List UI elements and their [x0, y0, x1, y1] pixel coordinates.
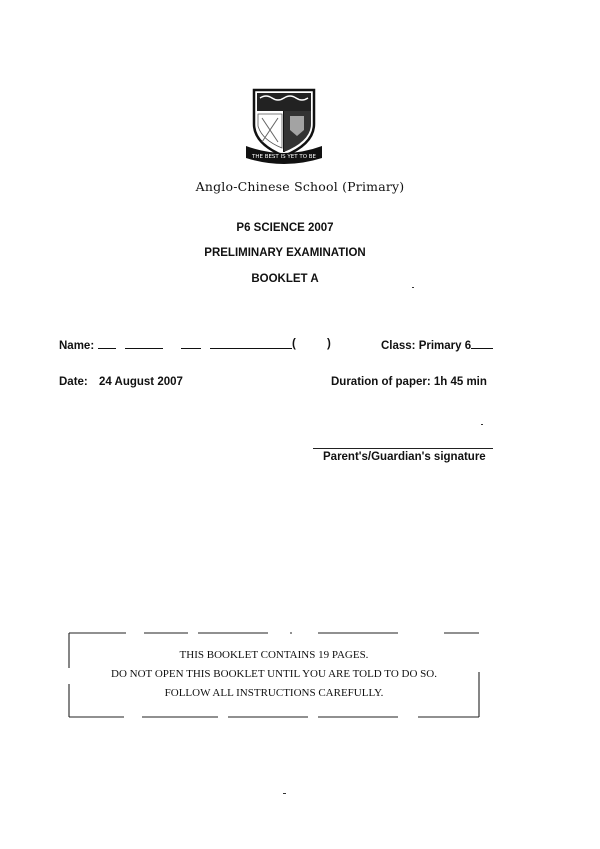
register-number-open-paren: ( [292, 338, 296, 350]
class-row [381, 338, 493, 352]
school-name: Anglo-Chinese School (Primary) [195, 179, 405, 194]
name-blank[interactable] [98, 338, 116, 349]
date-label: Date: [59, 376, 88, 388]
signature-caption: Parent's/Guardian's signature [323, 451, 486, 463]
name-blank[interactable] [181, 338, 201, 349]
instructions-box [68, 632, 480, 718]
notice-page-count: THIS BOOKLET CONTAINS 19 PAGES. [179, 649, 369, 661]
duration-text: Duration of paper: 1h 45 min [331, 376, 487, 388]
svg-text:THE BEST IS YET TO BE: THE BEST IS YET TO BE [251, 154, 317, 160]
scan-speck [283, 793, 286, 794]
notice-do-not-open: DO NOT OPEN THIS BOOKLET UNTIL YOU ARE TOLD TO DO SO. [111, 668, 437, 680]
name-blank[interactable] [125, 338, 163, 349]
name-label: Name: [59, 340, 95, 352]
notice-follow-instructions: FOLLOW ALL INSTRUCTIONS CAREFULLY. [164, 687, 384, 699]
name-blank[interactable] [210, 338, 292, 349]
class-label: Class: Primary 6 [381, 340, 472, 352]
date-row [59, 376, 183, 388]
subject-title: P6 SCIENCE 2007 [236, 222, 334, 234]
name-row [59, 338, 292, 352]
date-value: 24 August 2007 [98, 376, 183, 388]
class-blank[interactable] [471, 338, 493, 349]
exam-title: PRELIMINARY EXAMINATION [204, 247, 366, 259]
scan-speck [481, 424, 483, 425]
register-number-close-paren: ) [327, 338, 331, 350]
signature-line[interactable] [313, 448, 493, 449]
scan-speck [412, 287, 414, 288]
school-crest-logo [244, 86, 324, 164]
booklet-title: BOOKLET A [251, 273, 319, 285]
